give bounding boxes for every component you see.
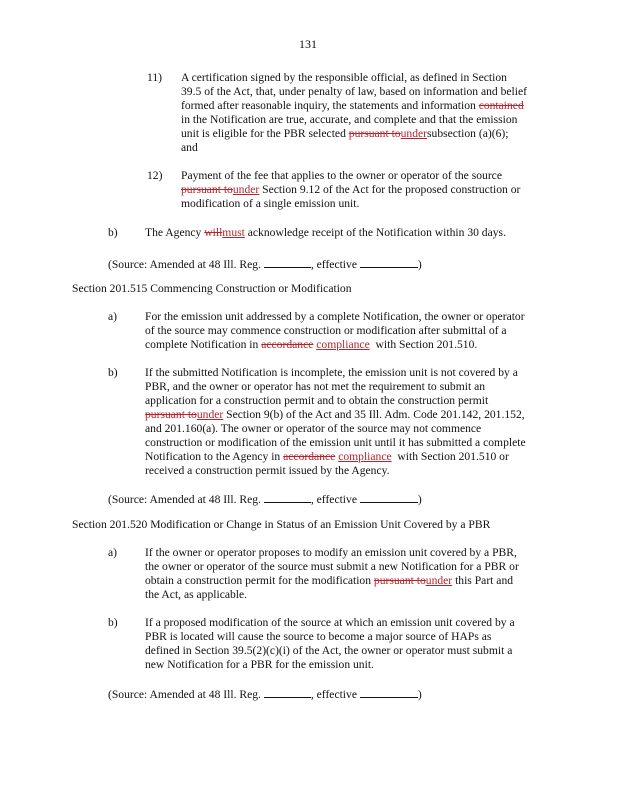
- text-run: received a construction permit issued by the Agency.: [145, 464, 390, 477]
- source-middle: , effective: [310, 258, 360, 271]
- source-note: [108, 491, 422, 507]
- para-text-b: [145, 366, 526, 478]
- text-line: [181, 197, 520, 211]
- text-run: If the submitted Notification is incomplete, the emission unit is not covered by a: [145, 366, 518, 379]
- text-line: [145, 226, 506, 240]
- source-note: [108, 686, 422, 702]
- blank-line: [264, 686, 311, 698]
- item-text-12: [181, 169, 520, 211]
- text-line: [145, 644, 515, 658]
- blank-line: [360, 256, 418, 268]
- para-text-b: [145, 616, 515, 672]
- source-suffix: ): [417, 688, 422, 701]
- text-run: and: [181, 141, 198, 154]
- text-line: [145, 630, 515, 644]
- text-run: with Section 201.510 or: [391, 450, 509, 463]
- source-middle: , effective: [310, 493, 360, 506]
- text-run: new Notification for a PBR for the emission unit.: [145, 658, 374, 671]
- text-run: complete Notification in: [145, 338, 262, 351]
- deleted-text: contained: [478, 99, 524, 112]
- text-line: [145, 366, 526, 380]
- section-heading-201-520: Section 201.520 Modification or Change in Status of an Emission Unit Covered by a PBR: [72, 518, 491, 531]
- text-run: Payment of the fee that applies to the owner or operator of the source: [181, 169, 502, 182]
- text-run: the owner or operator of the source must submit a new Notification for a PBR or: [145, 560, 519, 573]
- text-run: in the Notification are true, accurate, and complete and that the emission: [181, 113, 518, 126]
- inserted-text: under: [425, 574, 453, 587]
- source-middle: , effective: [310, 688, 360, 701]
- text-run: If a proposed modification of the source at which an emission unit covered by a: [145, 616, 515, 629]
- text-run: modification of a single emission unit.: [181, 197, 360, 210]
- source-prefix: (Source: Amended at 48 Ill. Reg.: [108, 258, 264, 271]
- text-run: Section 9(b) of the Act and 35 Ill. Adm. Code 201.142, 201.152,: [223, 408, 525, 421]
- text-line: [145, 310, 525, 324]
- source-prefix: (Source: Amended at 48 Ill. Reg.: [108, 688, 264, 701]
- para-number-b: b): [108, 616, 118, 629]
- text-run: and 201.160(a). The owner or operator of the source may not commence: [145, 422, 482, 435]
- item-number-11: 11): [147, 71, 163, 84]
- text-run: the Act, as applicable.: [145, 588, 248, 601]
- para-text-a: [145, 546, 519, 602]
- text-run: defined in Section 39.5(2)(c)(i) of the Act, the owner or operator must submit a: [145, 644, 513, 657]
- source-note: [108, 256, 422, 272]
- para-text-a: [145, 310, 525, 352]
- text-line: [181, 99, 527, 113]
- text-line: [145, 338, 525, 352]
- text-line: [145, 324, 525, 338]
- text-line: [145, 464, 526, 478]
- page-number: 131: [299, 37, 317, 51]
- text-line: [181, 141, 527, 155]
- text-line: [145, 546, 519, 560]
- item-text-11: [181, 71, 527, 155]
- deleted-text: accordance: [283, 450, 336, 463]
- text-line: [181, 85, 527, 99]
- text-run: obtain a construction permit for the modification: [145, 574, 374, 587]
- text-run: A certification signed by the responsible official, as defined in Section: [181, 71, 507, 84]
- text-run: Section 9.12 of the Act for the proposed construction or: [259, 183, 521, 196]
- text-line: [145, 408, 526, 422]
- source-prefix: (Source: Amended at 48 Ill. Reg.: [108, 493, 264, 506]
- text-run: For the emission unit addressed by a complete Notification, the owner or operator: [145, 310, 525, 323]
- text-run: subsection (a)(6);: [427, 127, 509, 140]
- deleted-text: pursuant to: [373, 574, 426, 587]
- text-run: PBR, and the owner or operator has not met the requirement to submit an: [145, 380, 486, 393]
- inserted-text: compliance: [338, 450, 392, 463]
- deleted-text: accordance: [261, 338, 314, 351]
- source-suffix: ): [417, 258, 422, 271]
- text-line: [181, 183, 520, 197]
- text-run: with Section 201.510.: [369, 338, 478, 351]
- text-run: formed after reasonable inquiry, the statements and information: [181, 99, 479, 112]
- text-line: [181, 71, 527, 85]
- deleted-text: pursuant to: [348, 127, 401, 140]
- text-run: construction or modification of the emission unit until it has submitted a complete: [145, 436, 526, 449]
- item-number-b: b): [108, 226, 118, 239]
- text-run: of the source may commence construction or modification after submittal of a: [145, 324, 507, 337]
- source-suffix: ): [417, 493, 422, 506]
- blank-line: [360, 686, 418, 698]
- text-run: If the owner or operator proposes to modify an emission unit covered by a PBR,: [145, 546, 517, 559]
- text-line: [181, 127, 527, 141]
- text-run: unit is eligible for the PBR selected: [181, 127, 349, 140]
- text-line: [145, 436, 526, 450]
- deleted-text: pursuant to: [181, 183, 233, 196]
- deleted-text: pursuant to: [145, 408, 197, 421]
- item-number-12: 12): [147, 169, 163, 182]
- blank-line: [360, 491, 418, 503]
- text-line: [145, 588, 519, 602]
- deleted-text: will: [204, 226, 223, 239]
- section-heading-201-515: Section 201.515 Commencing Construction or Modification: [72, 282, 352, 295]
- para-number-a: a): [108, 310, 118, 323]
- inserted-text: under: [232, 183, 260, 196]
- inserted-text: compliance: [316, 338, 370, 351]
- text-run: 39.5 of the Act, that, under penalty of law, based on information and belief: [181, 85, 527, 98]
- text-line: [145, 380, 526, 394]
- text-line: [145, 574, 519, 588]
- item-text-b: [145, 226, 506, 240]
- inserted-text: under: [196, 408, 224, 421]
- text-line: [145, 422, 526, 436]
- para-number-b: b): [108, 366, 118, 379]
- text-run: PBR is located will cause the source to become a major source of HAPs as: [145, 630, 492, 643]
- inserted-text: under: [400, 127, 428, 140]
- para-number-a: a): [108, 546, 118, 559]
- text-line: [145, 394, 526, 408]
- blank-line: [264, 256, 311, 268]
- text-run: this Part and: [452, 574, 514, 587]
- text-line: [145, 616, 515, 630]
- text-run: The Agency: [145, 226, 205, 239]
- inserted-text: must: [222, 226, 245, 239]
- text-line: [145, 560, 519, 574]
- text-run: Notification to the Agency in: [145, 450, 284, 463]
- text-line: [181, 113, 527, 127]
- blank-line: [264, 491, 311, 503]
- text-line: [145, 658, 515, 672]
- text-run: acknowledge receipt of the Notification within 30 days.: [244, 226, 506, 239]
- text-line: [181, 169, 520, 183]
- text-line: [145, 450, 526, 464]
- text-run: application for a construction permit and to obtain the construction permit: [145, 394, 489, 407]
